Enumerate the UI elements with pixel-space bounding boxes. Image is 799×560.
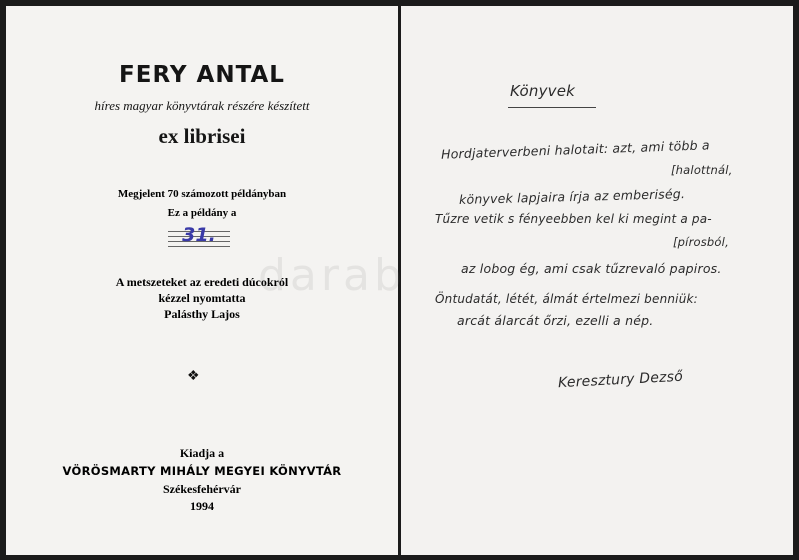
copy-number: 31. (182, 224, 216, 246)
poem-line-8: arcát álarcát őrzi, ezelli a nép. (457, 313, 654, 328)
poem-line-3: könyvek lapjaira írja az emberiség. (458, 186, 686, 207)
printer-name: Palásthy Lajos (164, 307, 240, 321)
poem-line-6: az lobog ég, ami csak tűzrevaló papiros. (461, 261, 722, 276)
print-line-1: A metszeteket az eredeti dúcokról (115, 275, 289, 289)
publisher-city: Székesfehérvár (163, 482, 241, 496)
poem-line-2: [halottnál, (671, 163, 733, 177)
handwritten-title-text: Könyvek (510, 82, 576, 100)
poem-line-7: Öntudatát, létét, álmát értelmezi benniük: (435, 292, 698, 306)
handwritten-title (504, 78, 602, 108)
publisher-name: VÖRÖSMARTY MIHÁLY MEGYEI KÖNYVTÁR (62, 464, 342, 478)
poem-line-1: Hordjaterverbeni halotait: azt, ami több a (440, 137, 711, 162)
publisher-label: Kiadja a (179, 446, 225, 460)
copy-number-field (168, 224, 230, 250)
poem-line-4: Tűzre vetik s fényeebben kel ki megint a pa- (435, 212, 712, 226)
publication-year: 1994 (190, 499, 214, 513)
signature: Keresztury Dezső (557, 368, 684, 392)
right-page (401, 6, 793, 555)
title-underline (508, 107, 596, 108)
watermark: darab (258, 250, 406, 301)
poem-line-5: [pírosból, (673, 235, 729, 249)
ornament-icon: ❖ (187, 369, 200, 384)
print-line-2: kézzel nyomtatta (158, 291, 246, 305)
edition-line: Megjelent 70 számozott példányban (117, 188, 287, 200)
book-subtitle: híres magyar könyvtárak részére készített (94, 98, 310, 113)
copy-label: Ez a példány a (167, 207, 237, 219)
book-title: ex librisei (158, 124, 246, 148)
author-name: FERY ANTAL (119, 62, 285, 88)
